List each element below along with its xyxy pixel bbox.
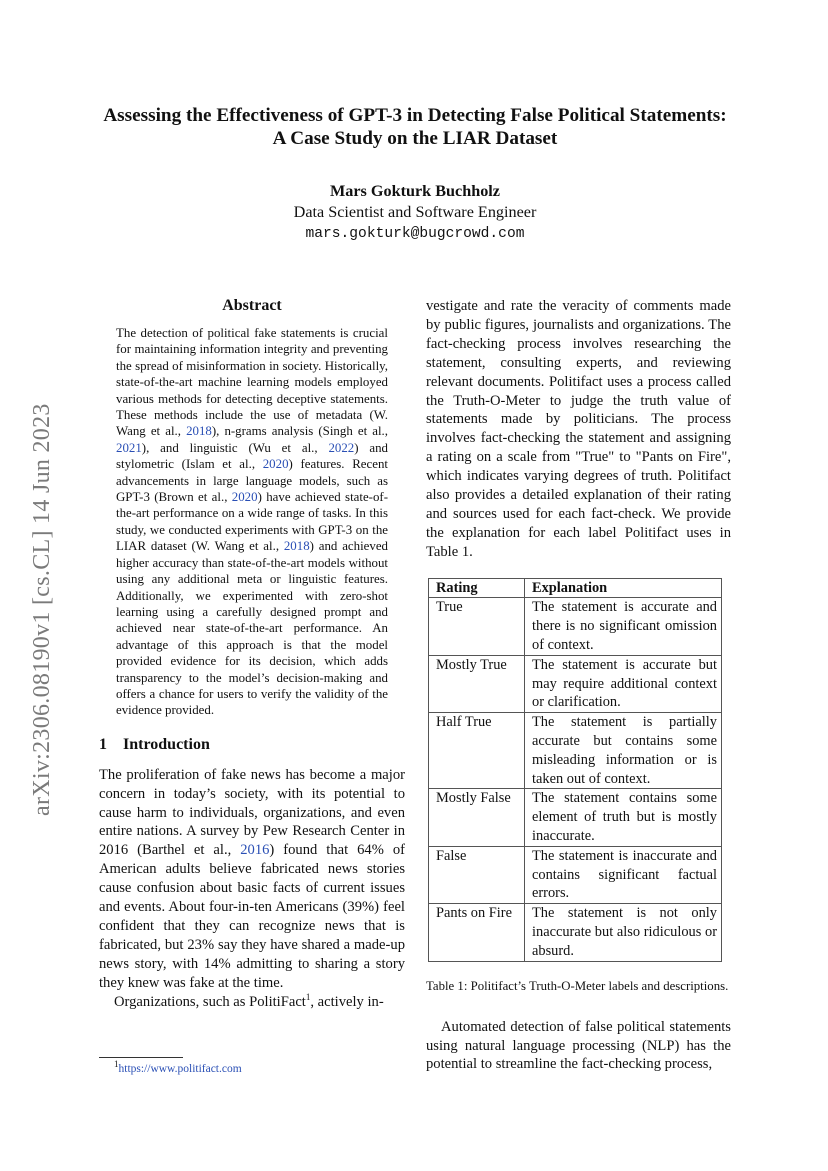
title-line-1: Assessing the Effectiveness of GPT-3 in Detecting False Political Statements: — [103, 105, 727, 126]
right-column — [426, 297, 731, 1074]
table-row — [429, 789, 722, 846]
citation-link[interactable]: 2022 — [328, 440, 355, 455]
author-name: Mars Gokturk Buchholz — [330, 182, 500, 200]
explanation-cell: The statement is accurate but may require additional context or clarification. — [525, 655, 722, 712]
footnote-divider — [99, 1057, 183, 1058]
intro-paragraph-3: Automated detection of false political statements using natural language processing (NLP) has the potential to streamline the fact-checking process, — [426, 1018, 731, 1073]
abstract-text: The detection of political fake statements is crucial for maintaining information integrity and preventing the spread of misinformation in society. Historically, state-of-the-art machine learning models employed various methods for detecting deceptive statements. These methods include the use of metadata (W. Wang et al., 2018), n-grams analysis (Singh et al., 2021), and linguistic (Wu et al., 2022) and stylometric (Islam et al., 2020) features. Recent advancements in large language models, such as GPT-3 (Brown et al., 2020) have achieved state-of-the-art performance on a wide range of tasks. In this study, we conducted experiments with GPT-3 on the LIAR dataset (W. Wang et al., 2018) and achieved higher accuracy than state-of-the-art models without using any additional meta or linguistic features. Additionally, we experimented with zero-shot learning using a carefully designed prompt and achieved near state-of-the-art performance. An advantage of this approach is that the model provided evidence for its decision, which adds transparency to the model’s decision-making and offers a chance for users to verify the validity of the evidence provided. — [116, 326, 389, 718]
table-header-explanation: Explanation — [525, 578, 722, 598]
table-row — [429, 713, 722, 789]
table-row — [429, 904, 722, 961]
table-row — [429, 846, 722, 903]
citation-link[interactable]: 2021 — [116, 440, 142, 455]
citation-link[interactable]: 2020 — [262, 457, 289, 472]
intro-paragraph-continued: vestigate and rate the veracity of comments made by public figures, journalists and organizations. The fact-checking process involves researching the statement, consulting experts, and reviewing relevant documents. Politifact uses a process called the Truth-O-Meter to judge the truth value of statements made by politicians. The process involves fact-checking the statement and assigning a rating on a scale from "True" to "Pants on Fire", which indicates varying degrees of truth. Politifact also provides a detailed explanation of their rating and sources used for each fact-check. We provide the explanation for each label Politifact uses in Table 1. — [426, 298, 731, 560]
author-email[interactable]: mars.gokturk@bugcrowd.com — [305, 226, 525, 242]
explanation-cell: The statement is inaccurate and contains significant factual errors. — [525, 846, 722, 903]
section-number: 1 — [99, 735, 107, 753]
citation-link[interactable]: 2016 — [240, 842, 270, 859]
paper-title — [80, 104, 750, 150]
left-column — [99, 296, 405, 1012]
rating-cell: Pants on Fire — [429, 904, 525, 961]
arxiv-identifier: arXiv:2306.08190v1 [cs.CL] 14 Jun 2023 — [29, 403, 55, 817]
title-line-2: A Case Study on the LIAR Dataset — [272, 128, 558, 149]
intro-paragraph-2: Organizations, such as PolitiFact$^1$, actively in- — [114, 991, 384, 1010]
introduction-heading — [99, 735, 405, 755]
explanation-cell: The statement contains some element of truth but is mostly inaccurate. — [525, 789, 722, 846]
explanation-cell: The statement is partially accurate but contains some misleading information or is taken out of context. — [525, 713, 722, 789]
rating-cell: Mostly False — [429, 789, 525, 846]
table-row — [429, 655, 722, 712]
explanation-cell: The statement is accurate and there is no significant omission of context. — [525, 598, 722, 655]
rating-cell: Mostly True — [429, 655, 525, 712]
footnote-mark: 1 — [114, 1059, 119, 1070]
truth-o-meter-table — [428, 578, 722, 962]
section-title: Introduction — [123, 735, 210, 753]
table-header-row — [429, 578, 722, 598]
intro-paragraph-1: The proliferation of fake news has become a major concern in today’s society, with its potential to cause harm to individuals, organizations, and even entire nations. A survey by Pew Research Center in 2016 (Barthel et al., 2016) found that 64% of American adults believe fabricated news stories cause confusion about basic facts of current issues and events. About four-in-ten Americans (39%) feel confident that they can recognize news that is fabricated, but 23% say they have shared a made-up news story, with 14% admitting to sharing a story they knew was fake at the time. — [99, 766, 405, 991]
explanation-cell: The statement is not only inaccurate but also ridiculous or absurd. — [525, 904, 722, 961]
footnote-marker[interactable]: 1 — [305, 991, 311, 1002]
table-row — [429, 598, 722, 655]
author-block — [80, 180, 750, 245]
footnote — [114, 1059, 242, 1076]
rating-cell: Half True — [429, 713, 525, 789]
table-caption: Table 1: Politifact’s Truth-O-Meter labels and descriptions. — [426, 978, 729, 993]
citation-link[interactable]: 2018 — [283, 539, 310, 554]
footnote-url-link[interactable]: https://www.politifact.com — [118, 1063, 242, 1075]
author-affiliation: Data Scientist and Software Engineer — [293, 203, 537, 221]
rating-cell: True — [429, 598, 525, 655]
table-header-rating: Rating — [429, 578, 525, 598]
rating-cell: False — [429, 846, 525, 903]
citation-link[interactable]: 2018 — [186, 424, 212, 439]
abstract-heading: Abstract — [222, 297, 282, 314]
citation-link[interactable]: 2020 — [231, 490, 258, 505]
